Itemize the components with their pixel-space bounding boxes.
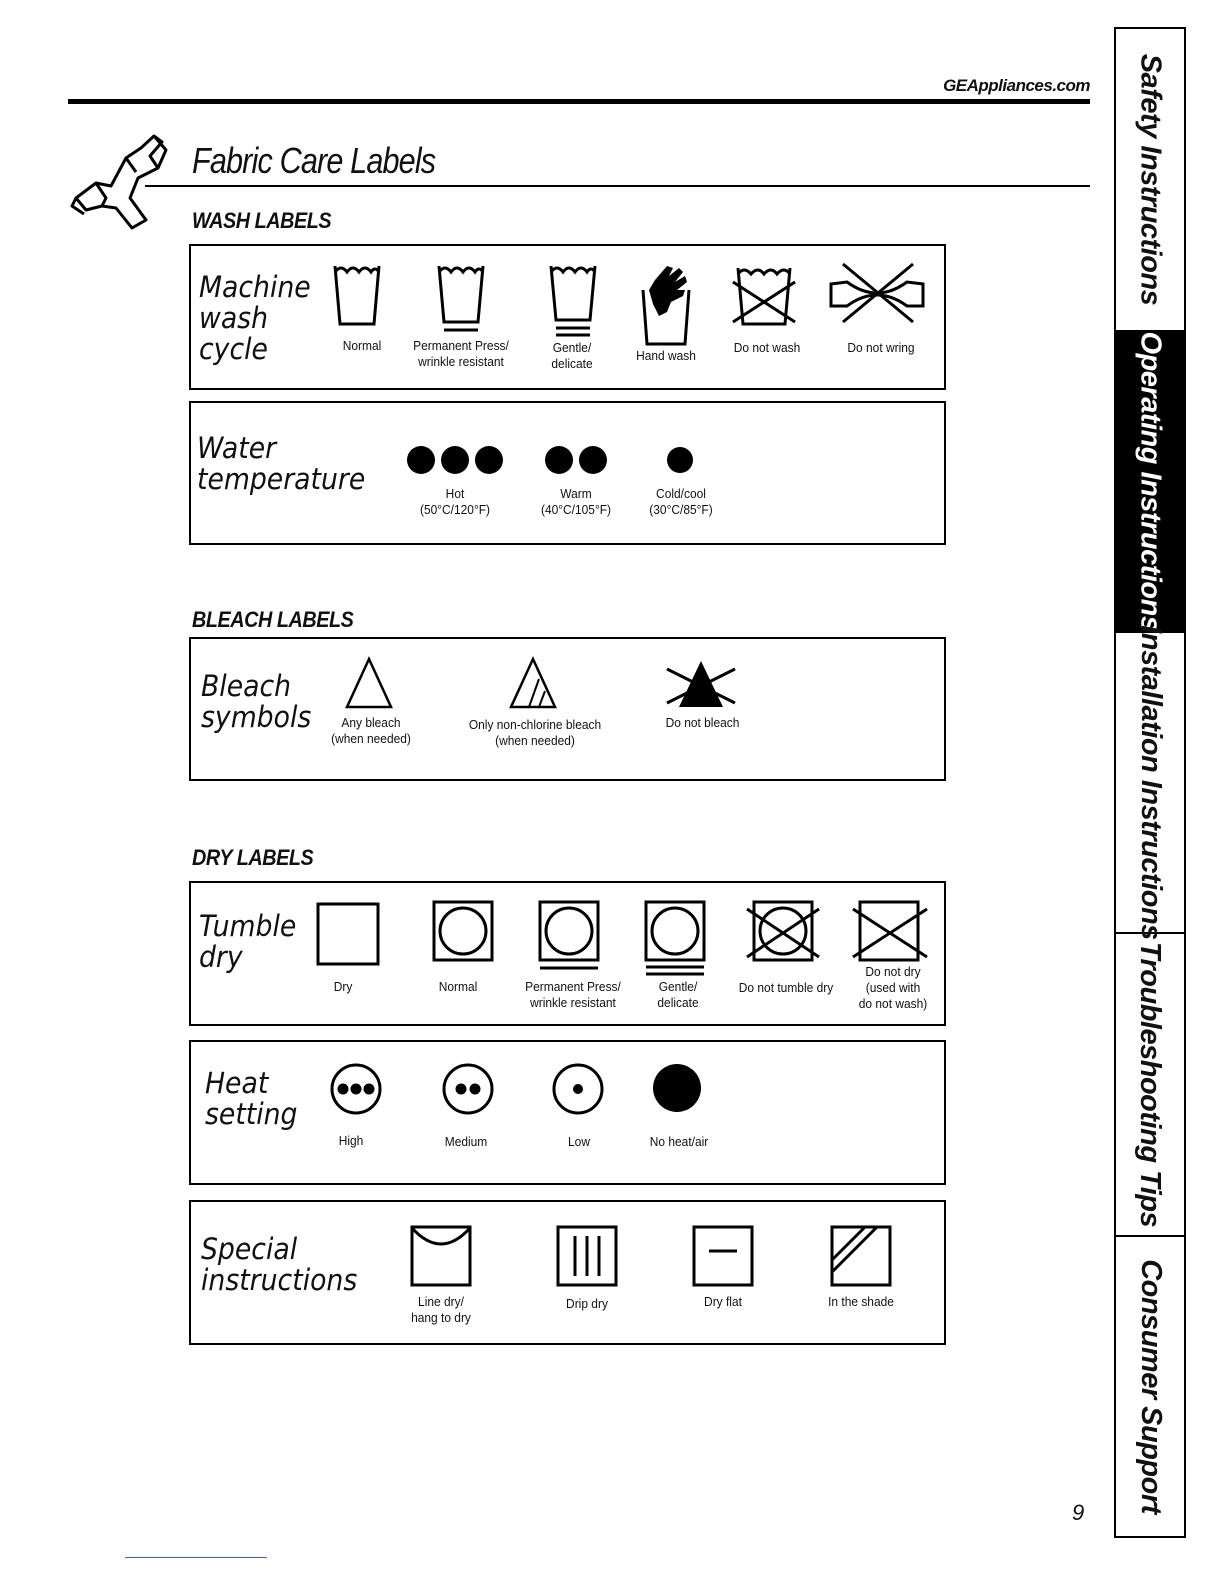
any-bleach-triangle-icon xyxy=(343,655,395,711)
heat-high-icon xyxy=(329,1062,383,1116)
link-underline xyxy=(125,1557,267,1558)
caption-do-not-dry: Do not dry (used with do not wash) xyxy=(858,964,928,1011)
caption-tumble-gentle: Gentle/ delicate xyxy=(657,979,699,1010)
tab-troubleshooting-tips[interactable]: Troubleshooting Tips xyxy=(1116,934,1184,1237)
caption-warm: Warm (40°C/105°F) xyxy=(540,486,612,517)
do-not-tumble-dry-icon xyxy=(743,899,823,963)
tab-installation-instructions[interactable]: Installation Instructions xyxy=(1116,633,1184,934)
caption-drip-dry: Drip dry xyxy=(566,1296,608,1311)
section-heading-wash: WASH LABELS xyxy=(192,208,332,233)
caption-no-heat: No heat/air xyxy=(649,1134,709,1149)
caption-in-the-shade: In the shade xyxy=(828,1294,894,1309)
do-not-wash-icon xyxy=(729,260,799,330)
section-heading-dry: DRY LABELS xyxy=(192,845,314,870)
caption-dry-flat: Dry flat xyxy=(704,1294,742,1309)
warm-dots-icon xyxy=(543,443,609,477)
caption-dry: Dry xyxy=(333,979,353,994)
tumble-dry-label: Tumble dry xyxy=(199,909,297,974)
cold-dot-icon xyxy=(665,445,695,475)
line-dry-icon xyxy=(409,1224,473,1288)
caption-tumble-permanent-press: Permanent Press/ wrinkle resistant xyxy=(525,979,621,1010)
hot-dots-icon xyxy=(405,443,505,477)
caption-heat-low: Low xyxy=(568,1134,590,1149)
machine-wash-label: Machine wash cycle xyxy=(199,270,311,366)
drip-dry-icon xyxy=(555,1224,619,1288)
dry-square-icon xyxy=(315,901,381,967)
do-not-wring-icon xyxy=(827,260,927,326)
caption-normal: Normal xyxy=(342,338,382,353)
dry-in-shade-icon xyxy=(829,1224,893,1288)
tumble-gentle-icon xyxy=(643,899,707,979)
caption-non-chlorine: Only non-chlorine bleach (when needed) xyxy=(468,717,602,748)
heat-setting-box xyxy=(189,1040,946,1185)
caption-permanent-press: Permanent Press/ wrinkle resistant xyxy=(413,338,509,369)
caption-do-not-tumble-dry: Do not tumble dry xyxy=(738,980,834,995)
special-instructions-label: Special instructions xyxy=(201,1232,358,1297)
page-title: Fabric Care Labels xyxy=(192,140,436,181)
water-temperature-label: Water temperature xyxy=(197,431,366,496)
caption-do-not-bleach: Do not bleach xyxy=(665,715,740,730)
bleach-label: Bleach symbols xyxy=(201,669,312,734)
site-url: GEAppliances.com xyxy=(943,76,1090,95)
page-number: 9 xyxy=(1072,1500,1085,1525)
caption-gentle: Gentle/ delicate xyxy=(551,340,593,371)
tumble-normal-icon xyxy=(431,899,495,963)
hand-wash-icon xyxy=(639,260,695,350)
tab-safety-instructions[interactable]: Safety Instructions xyxy=(1116,29,1184,332)
caption-line-dry: Line dry/ hang to dry xyxy=(411,1294,471,1325)
tumble-dry-box xyxy=(189,881,946,1026)
do-not-bleach-icon xyxy=(663,657,739,711)
wash-tub-gentle-icon xyxy=(547,260,599,342)
caption-do-not-wring: Do not wring xyxy=(847,340,915,355)
tumble-permanent-press-icon xyxy=(537,899,601,973)
do-not-dry-icon xyxy=(849,899,931,963)
non-chlorine-bleach-icon xyxy=(507,655,559,711)
caption-heat-high: High xyxy=(338,1133,364,1148)
caption-heat-medium: Medium xyxy=(444,1134,488,1149)
section-heading-bleach: BLEACH LABELS xyxy=(192,607,354,632)
heat-medium-icon xyxy=(441,1062,495,1116)
heat-setting-label: Heat setting xyxy=(205,1066,298,1131)
heat-low-icon xyxy=(551,1062,605,1116)
water-temperature-box xyxy=(189,401,946,545)
no-heat-icon xyxy=(651,1062,703,1114)
caption-do-not-wash: Do not wash xyxy=(733,340,801,355)
wash-tub-normal-icon xyxy=(331,260,383,330)
bleach-box xyxy=(189,637,946,781)
special-instructions-box xyxy=(189,1200,946,1345)
caption-cold: Cold/cool (30°C/85°F) xyxy=(649,486,713,517)
tab-operating-instructions[interactable]: Operating Instructions xyxy=(1116,332,1184,633)
dry-flat-icon xyxy=(691,1224,755,1288)
title-rule xyxy=(145,185,1090,187)
shirt-icon xyxy=(66,128,176,233)
wash-tub-permanent-press-icon xyxy=(435,260,487,336)
tab-consumer-support[interactable]: Consumer Support xyxy=(1134,1259,1167,1514)
caption-any-bleach: Any bleach (when needed) xyxy=(331,715,411,746)
caption-tumble-normal: Normal xyxy=(438,979,478,994)
caption-hand-wash: Hand wash xyxy=(636,348,696,363)
header-rule xyxy=(68,99,1090,104)
machine-wash-box xyxy=(189,244,946,390)
caption-hot: Hot (50°C/120°F) xyxy=(419,486,491,517)
section-tabs xyxy=(1114,27,1186,1538)
